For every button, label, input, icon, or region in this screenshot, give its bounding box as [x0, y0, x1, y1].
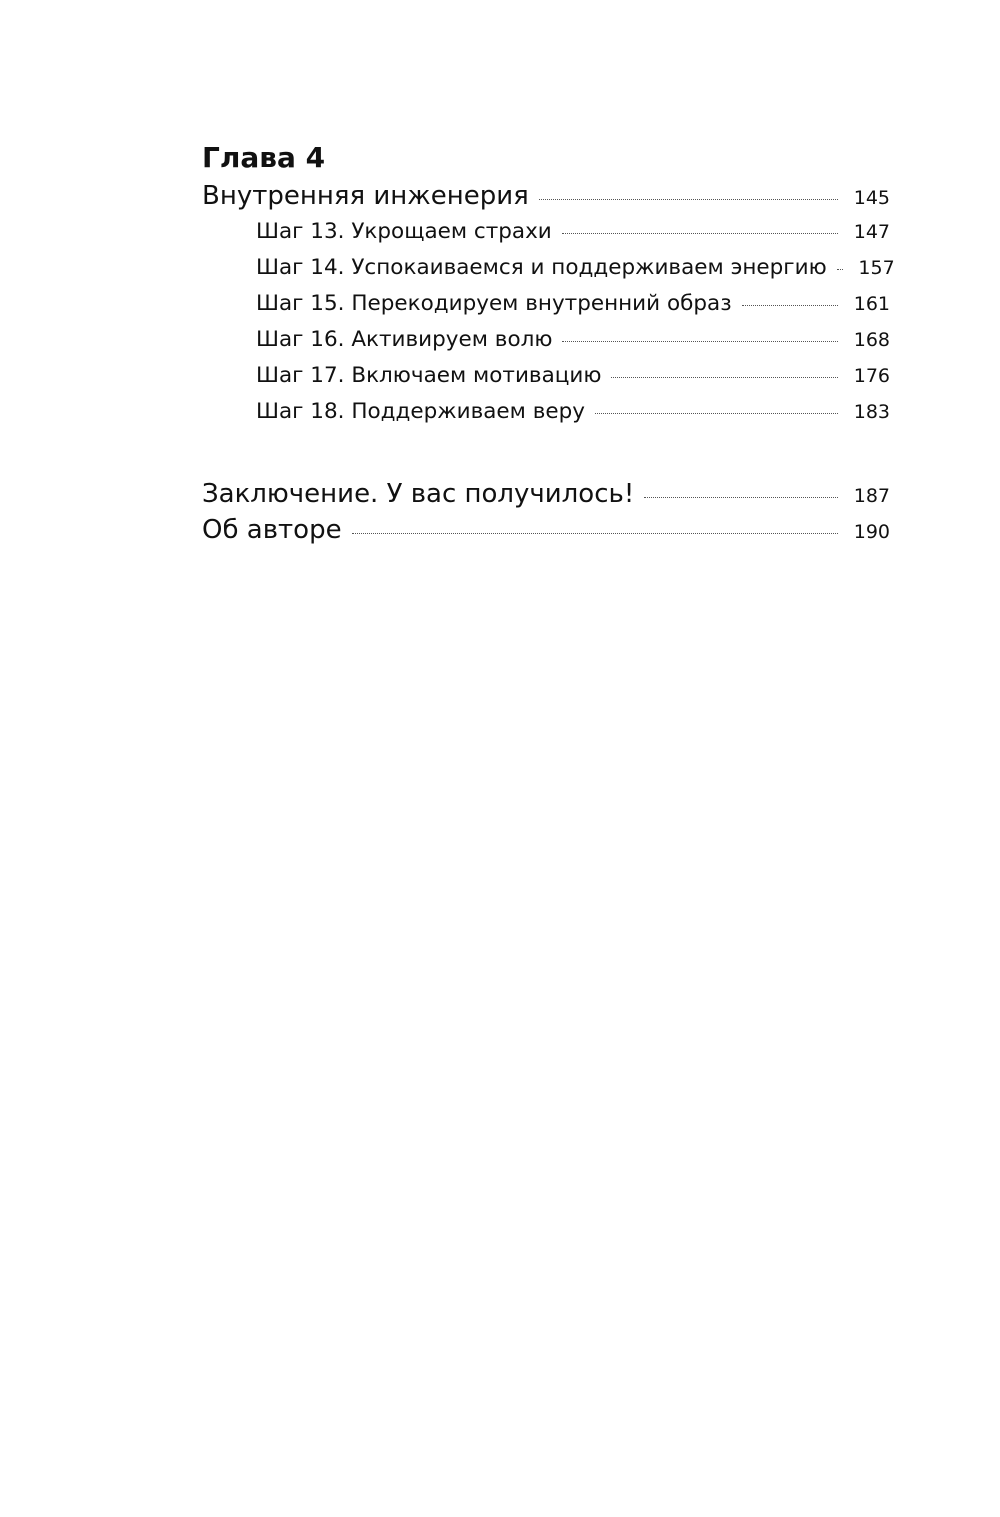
- toc-entry-title: Шаг 17. Включаем мотивацию: [256, 363, 602, 388]
- toc-entry-title: Шаг 18. Поддерживаем веру: [256, 399, 585, 424]
- toc-entry-title: Шаг 14. Успокаиваемся и поддерживаем энергию: [256, 255, 827, 280]
- toc-entry-page: 176: [853, 365, 890, 387]
- table-of-contents: [202, 138, 895, 548]
- dot-leader: [539, 199, 838, 200]
- toc-entry-conclusion[interactable]: [202, 476, 890, 512]
- toc-entry-page: 145: [853, 187, 890, 209]
- dot-leader: [611, 377, 838, 378]
- toc-entry-page: 168: [853, 329, 890, 351]
- toc-entry-title: Шаг 15. Перекодируем внутренний образ: [256, 291, 732, 316]
- toc-entry-step-16[interactable]: [202, 322, 890, 358]
- dot-leader: [562, 341, 838, 342]
- toc-entry-title: Шаг 13. Укрощаем страхи: [256, 219, 552, 244]
- dot-leader: [644, 497, 838, 498]
- dot-leader: [352, 533, 838, 534]
- toc-entry-page: 157: [858, 257, 895, 279]
- toc-entry-page: 161: [853, 293, 890, 315]
- toc-entry-page: 183: [853, 401, 890, 423]
- toc-entry-step-17[interactable]: [202, 358, 890, 394]
- toc-entry-step-13[interactable]: [202, 214, 890, 250]
- dot-leader: [837, 269, 843, 270]
- toc-entry-section[interactable]: [202, 178, 890, 214]
- toc-entry-page: 147: [853, 221, 890, 243]
- toc-entry-step-18[interactable]: [202, 394, 890, 430]
- toc-entry-title: Об авторе: [202, 515, 342, 545]
- toc-entry-title: Заключение. У вас получилось!: [202, 479, 635, 509]
- toc-entry-page: 190: [853, 521, 890, 543]
- toc-entry-title: Шаг 16. Активируем волю: [256, 327, 553, 352]
- chapter-heading: Глава 4: [202, 141, 326, 174]
- toc-entry-about-author[interactable]: [202, 512, 890, 548]
- toc-entry-title: Внутренняя инженерия: [202, 181, 529, 211]
- dot-leader: [595, 413, 838, 414]
- toc-entry-page: 187: [853, 485, 890, 507]
- dot-leader: [562, 233, 838, 234]
- dot-leader: [742, 305, 838, 306]
- toc-entry-step-14[interactable]: [202, 250, 895, 286]
- toc-entry-step-15[interactable]: [202, 286, 890, 322]
